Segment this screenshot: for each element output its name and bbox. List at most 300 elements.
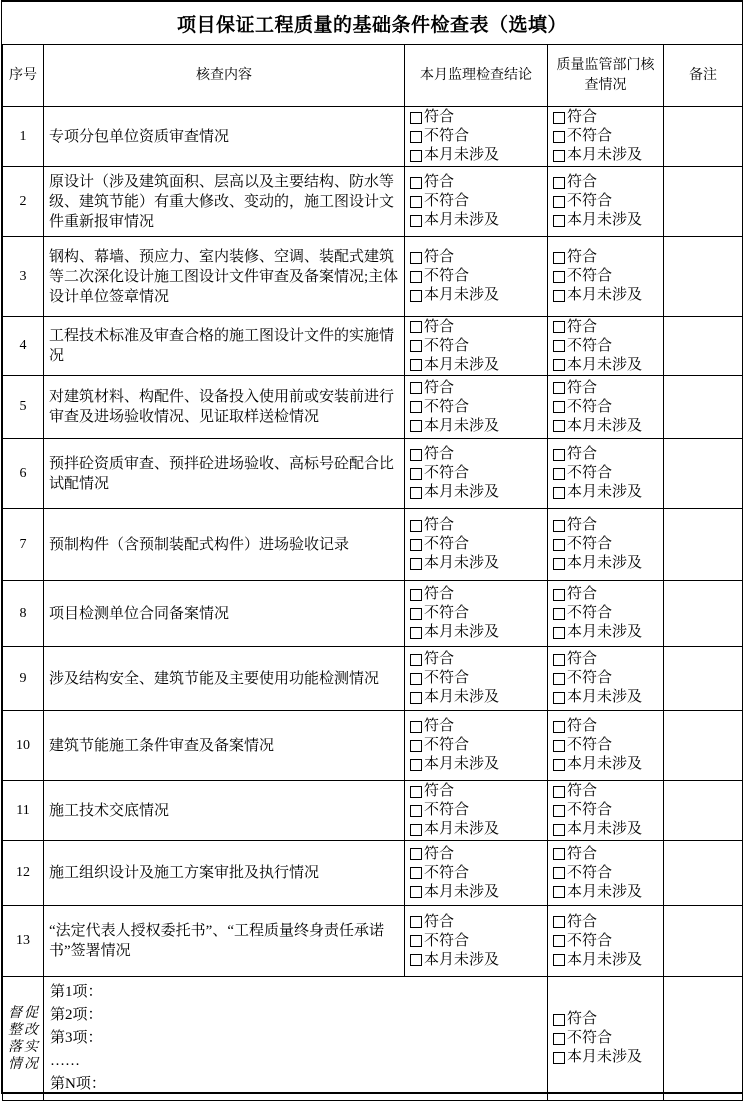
checkbox-group: [405, 173, 547, 230]
checkbox-icon[interactable]: [410, 867, 422, 879]
row-content-cell: [44, 509, 405, 581]
row-content-cell: [44, 317, 405, 376]
checkbox-option[interactable]: [410, 417, 547, 436]
supervision-result-cell: [405, 167, 548, 237]
remark-cell[interactable]: [664, 581, 743, 647]
checkbox-icon[interactable]: [410, 321, 422, 333]
row-number-cell: [3, 647, 44, 711]
checkbox-icon[interactable]: [553, 290, 565, 302]
checkbox-icon[interactable]: [410, 487, 422, 499]
supervision-result-cell: [405, 647, 548, 711]
checkbox-icon[interactable]: [553, 786, 565, 798]
footer-remark-cell[interactable]: [664, 977, 743, 1101]
checkbox-option[interactable]: [553, 379, 663, 398]
checkbox-icon[interactable]: [553, 916, 565, 928]
remark-cell[interactable]: [664, 647, 743, 711]
checkbox-option[interactable]: [553, 286, 663, 305]
checkbox-option[interactable]: [553, 883, 663, 902]
checkbox-option[interactable]: [553, 782, 663, 801]
footer-row: [3, 977, 743, 1101]
row-content: 建筑节能施工条件审查及备案情况: [49, 737, 275, 754]
checkbox-icon[interactable]: [410, 740, 422, 752]
checkbox-label: 本月未涉及: [424, 689, 500, 705]
table-row: [3, 581, 743, 647]
checkbox-icon[interactable]: [553, 487, 565, 499]
checkbox-icon[interactable]: [410, 721, 422, 733]
checkbox-option[interactable]: [553, 1029, 663, 1048]
footer-items-cell[interactable]: [44, 977, 548, 1101]
checkbox-option[interactable]: [553, 604, 663, 623]
page-title: 项目保证工程质量的基础条件检查表（选填）: [176, 14, 567, 36]
checkbox-label: 符合: [567, 174, 598, 190]
checkbox-group: [548, 782, 663, 839]
checkbox-label: 本月未涉及: [567, 484, 643, 500]
checkbox-option[interactable]: [410, 483, 547, 502]
checkbox-label: 不符合: [567, 670, 613, 686]
row-content: 原设计（涉及建筑面积、层高以及主要结构、防水等级、建筑节能）有重大修改、变动的，施工图设计文件重新报审情况: [49, 173, 395, 230]
checkbox-icon[interactable]: [410, 150, 422, 162]
checkbox-label: 本月未涉及: [424, 147, 500, 163]
checkbox-icon[interactable]: [553, 539, 565, 551]
checkbox-icon[interactable]: [410, 916, 422, 928]
checkbox-icon[interactable]: [553, 886, 565, 898]
checkbox-icon[interactable]: [553, 848, 565, 860]
checkbox-option[interactable]: [553, 688, 663, 707]
checkbox-label: 本月未涉及: [424, 212, 500, 228]
table-row: [3, 906, 743, 977]
checkbox-label: 符合: [424, 174, 455, 190]
checkbox-option[interactable]: [410, 864, 547, 883]
checkbox-label: 不符合: [424, 605, 470, 621]
checkbox-icon[interactable]: [553, 177, 565, 189]
checkbox-option[interactable]: [410, 604, 547, 623]
checkbox-icon[interactable]: [410, 520, 422, 532]
checkbox-icon[interactable]: [410, 824, 422, 836]
row-content-cell: [44, 376, 405, 439]
checkbox-option[interactable]: [553, 211, 663, 230]
row-number: 3: [19, 268, 27, 284]
checkbox-icon[interactable]: [553, 740, 565, 752]
checkbox-icon[interactable]: [410, 468, 422, 480]
checkbox-option[interactable]: [553, 845, 663, 864]
checkbox-label: 本月未涉及: [567, 883, 643, 900]
checkbox-icon[interactable]: [410, 954, 422, 966]
checkbox-option[interactable]: [410, 356, 547, 375]
checkbox-icon[interactable]: [553, 401, 565, 413]
regulator-result-cell: [548, 509, 664, 581]
checkbox-icon[interactable]: [553, 215, 565, 227]
row-number-cell: [3, 439, 44, 509]
remark-cell[interactable]: [664, 439, 743, 509]
table-row: [3, 781, 743, 841]
remark-cell[interactable]: [664, 509, 743, 581]
checkbox-label: 本月未涉及: [424, 356, 500, 373]
checkbox-icon[interactable]: [553, 692, 565, 704]
checkbox-option[interactable]: [553, 173, 663, 192]
row-content-cell: [44, 711, 405, 781]
checkbox-option[interactable]: [553, 650, 663, 669]
checkbox-icon[interactable]: [553, 627, 565, 639]
checkbox-icon[interactable]: [410, 340, 422, 352]
checkbox-option[interactable]: [410, 379, 547, 398]
checkbox-label: 本月未涉及: [567, 417, 643, 434]
checkbox-icon[interactable]: [410, 196, 422, 208]
checkbox-icon[interactable]: [553, 382, 565, 394]
row-number: 7: [19, 536, 27, 552]
checkbox-option[interactable]: [553, 192, 663, 211]
checklist-table: [2, 44, 743, 1101]
footer-item: ……: [50, 1053, 80, 1069]
checkbox-option[interactable]: [553, 318, 663, 337]
checkbox-icon[interactable]: [410, 654, 422, 666]
checkbox-icon[interactable]: [553, 654, 565, 666]
footer-label-cell: [3, 977, 44, 1101]
checkbox-group: [405, 379, 547, 436]
checkbox-icon[interactable]: [553, 131, 565, 143]
checkbox-option[interactable]: [410, 318, 547, 337]
checkbox-label: 本月未涉及: [567, 555, 643, 571]
checkbox-icon[interactable]: [553, 449, 565, 461]
checkbox-icon[interactable]: [410, 131, 422, 143]
checkbox-option[interactable]: [553, 127, 663, 146]
checkbox-label: 本月未涉及: [567, 624, 643, 640]
checkbox-icon[interactable]: [553, 520, 565, 532]
checkbox-option[interactable]: [553, 801, 663, 820]
checkbox-label: 符合: [424, 783, 455, 799]
checkbox-icon[interactable]: [553, 608, 565, 620]
checkbox-icon[interactable]: [410, 177, 422, 189]
checkbox-option[interactable]: [553, 516, 663, 535]
checkbox-icon[interactable]: [410, 935, 422, 947]
checkbox-icon[interactable]: [553, 1052, 565, 1064]
row-content-cell: [44, 841, 405, 906]
row-number: 8: [19, 605, 27, 621]
checkbox-label: 符合: [567, 783, 598, 799]
row-content: 钢构、幕墙、预应力、室内装修、空调、装配式建筑等二次深化设计施工图设计文件审查及备案情况;主体设计单位签章情况: [49, 248, 399, 305]
checkbox-icon[interactable]: [553, 721, 565, 733]
checkbox-option[interactable]: [410, 173, 547, 192]
remark-cell[interactable]: [664, 376, 743, 439]
checkbox-option[interactable]: [553, 669, 663, 688]
supervision-result-cell: [405, 711, 548, 781]
checkbox-option[interactable]: [553, 1010, 663, 1029]
footer-label-line: 情况: [8, 1056, 38, 1072]
checkbox-label: 本月未涉及: [424, 951, 500, 968]
remark-cell[interactable]: [664, 711, 743, 781]
checkbox-option[interactable]: [410, 585, 547, 604]
checkbox-label: 本月未涉及: [424, 555, 500, 571]
footer-label-line: 整改: [8, 1022, 38, 1038]
footer-label-line: 落实: [8, 1039, 38, 1055]
checkbox-icon[interactable]: [553, 759, 565, 771]
checkbox-icon[interactable]: [410, 558, 422, 570]
checkbox-label: 符合: [567, 109, 598, 125]
checkbox-option[interactable]: [553, 337, 663, 356]
checkbox-icon[interactable]: [410, 805, 422, 817]
checkbox-icon[interactable]: [553, 150, 565, 162]
checkbox-option[interactable]: [553, 398, 663, 417]
checkbox-option[interactable]: [410, 267, 547, 286]
checkbox-label: 本月未涉及: [567, 287, 643, 303]
checkbox-label: 符合: [567, 586, 598, 602]
row-content-cell: [44, 781, 405, 841]
checkbox-option[interactable]: [410, 211, 547, 230]
checkbox-group: [548, 445, 663, 502]
checkbox-option[interactable]: [410, 535, 547, 554]
checkbox-group: [548, 379, 663, 436]
checkbox-icon[interactable]: [553, 112, 565, 124]
row-number-cell: [3, 781, 44, 841]
row-number: 10: [16, 737, 30, 753]
checkbox-option[interactable]: [410, 337, 547, 356]
checkbox-option[interactable]: [553, 913, 663, 932]
checkbox-option[interactable]: [410, 146, 547, 165]
checkbox-group: [405, 445, 547, 502]
checkbox-icon[interactable]: [410, 271, 422, 283]
checkbox-group: [548, 650, 663, 707]
checkbox-label: 不符合: [567, 802, 613, 818]
checkbox-icon[interactable]: [410, 627, 422, 639]
supervision-result-cell: [405, 509, 548, 581]
checkbox-option[interactable]: [410, 108, 547, 127]
row-content-cell: [44, 647, 405, 711]
checkbox-option[interactable]: [553, 1048, 663, 1067]
checkbox-label: 符合: [424, 586, 455, 602]
row-content: 涉及结构安全、建筑节能及主要使用功能检测情况: [49, 670, 380, 687]
checkbox-option[interactable]: [553, 820, 663, 839]
checkbox-option[interactable]: [553, 554, 663, 573]
checkbox-icon[interactable]: [553, 359, 565, 371]
row-content-cell: [44, 906, 405, 977]
checkbox-option[interactable]: [410, 623, 547, 642]
checkbox-option[interactable]: [410, 801, 547, 820]
checkbox-option[interactable]: [553, 736, 663, 755]
checkbox-icon[interactable]: [410, 673, 422, 685]
table-row: [3, 647, 743, 711]
checkbox-icon[interactable]: [410, 848, 422, 860]
checkbox-option[interactable]: [410, 913, 547, 932]
table-row: [3, 439, 743, 509]
regulator-result-cell: [548, 711, 664, 781]
remark-cell[interactable]: [664, 841, 743, 906]
checkbox-option[interactable]: [410, 717, 547, 736]
checkbox-option[interactable]: [410, 286, 547, 305]
checkbox-option[interactable]: [410, 192, 547, 211]
checkbox-icon[interactable]: [553, 954, 565, 966]
checkbox-label: 本月未涉及: [424, 417, 500, 434]
regulator-result-cell: [548, 906, 664, 977]
checkbox-icon[interactable]: [553, 824, 565, 836]
checkbox-icon[interactable]: [410, 359, 422, 371]
checkbox-label: 本月未涉及: [424, 484, 500, 500]
checkbox-group: [405, 585, 547, 642]
checkbox-option[interactable]: [553, 146, 663, 165]
checkbox-icon[interactable]: [410, 608, 422, 620]
checkbox-icon[interactable]: [553, 1014, 565, 1026]
checkbox-icon[interactable]: [553, 468, 565, 480]
checkbox-icon[interactable]: [410, 759, 422, 771]
checkbox-label: 不符合: [424, 193, 470, 209]
checkbox-icon[interactable]: [410, 692, 422, 704]
checkbox-label: 符合: [424, 718, 455, 734]
row-number-cell: [3, 711, 44, 781]
checkbox-option[interactable]: [553, 864, 663, 883]
checkbox-label: 本月未涉及: [567, 356, 643, 373]
checkbox-icon[interactable]: [410, 401, 422, 413]
checkbox-label: 本月未涉及: [424, 883, 500, 900]
checkbox-option[interactable]: [410, 845, 547, 864]
row-content: 项目检测单位合同备案情况: [49, 605, 230, 622]
checkbox-icon[interactable]: [410, 215, 422, 227]
checkbox-icon[interactable]: [553, 420, 565, 432]
checkbox-icon[interactable]: [553, 196, 565, 208]
checkbox-option[interactable]: [553, 356, 663, 375]
checkbox-option[interactable]: [410, 398, 547, 417]
checkbox-option[interactable]: [410, 464, 547, 483]
checkbox-option[interactable]: [553, 755, 663, 774]
checkbox-icon[interactable]: [553, 805, 565, 817]
checkbox-icon[interactable]: [410, 449, 422, 461]
checkbox-label: 不符合: [424, 337, 470, 354]
checkbox-option[interactable]: [410, 445, 547, 464]
checkbox-group: [405, 108, 547, 165]
checkbox-option[interactable]: [410, 688, 547, 707]
checkbox-option[interactable]: [553, 445, 663, 464]
checkbox-label: 不符合: [567, 536, 613, 552]
remark-cell[interactable]: [664, 167, 743, 237]
checkbox-group: [548, 1010, 663, 1067]
checkbox-icon[interactable]: [410, 786, 422, 798]
checkbox-label: 符合: [567, 318, 598, 335]
checkbox-icon[interactable]: [553, 867, 565, 879]
checkbox-option[interactable]: [553, 951, 663, 970]
checkbox-icon[interactable]: [553, 1033, 565, 1045]
checkbox-option[interactable]: [553, 248, 663, 267]
checkbox-label: 不符合: [424, 128, 470, 144]
regulator-result-cell: [548, 439, 664, 509]
checkbox-option[interactable]: [553, 483, 663, 502]
row-number: 1: [19, 128, 27, 144]
checkbox-icon[interactable]: [553, 271, 565, 283]
checkbox-icon[interactable]: [553, 340, 565, 352]
checkbox-icon[interactable]: [553, 252, 565, 264]
row-content: 施工组织设计及施工方案审批及执行情况: [49, 865, 320, 881]
checkbox-option[interactable]: [410, 669, 547, 688]
checkbox-option[interactable]: [410, 932, 547, 951]
checkbox-label: 符合: [567, 1011, 598, 1027]
checkbox-icon[interactable]: [410, 420, 422, 432]
footer-item: 第3项：: [50, 1030, 103, 1046]
checkbox-icon[interactable]: [553, 935, 565, 947]
checkbox-icon[interactable]: [410, 290, 422, 302]
checkbox-option[interactable]: [553, 267, 663, 286]
checkbox-label: 不符合: [424, 465, 470, 481]
checkbox-option[interactable]: [410, 516, 547, 535]
remark-cell[interactable]: [664, 317, 743, 376]
checkbox-option[interactable]: [553, 932, 663, 951]
checkbox-label: 符合: [567, 913, 598, 930]
checkbox-icon[interactable]: [410, 252, 422, 264]
checkbox-label: 不符合: [424, 737, 470, 753]
checkbox-option[interactable]: [410, 650, 547, 669]
checkbox-option[interactable]: [410, 883, 547, 902]
checkbox-option[interactable]: [553, 623, 663, 642]
row-number-cell: [3, 107, 44, 167]
checkbox-option[interactable]: [410, 248, 547, 267]
table-row: [3, 317, 743, 376]
table-row: [3, 237, 743, 317]
checkbox-icon[interactable]: [410, 382, 422, 394]
supervision-result-cell: [405, 581, 548, 647]
supervision-result-cell: [405, 906, 548, 977]
regulator-result-cell: [548, 167, 664, 237]
row-number: 4: [19, 338, 27, 353]
col-header-no: 序号: [3, 45, 44, 107]
row-content: 对建筑材料、构配件、设备投入使用前或安装前进行审查及进场验收情况、见证取样送检情况: [49, 389, 395, 425]
table-row: [3, 376, 743, 439]
table-row: [3, 509, 743, 581]
checkbox-icon[interactable]: [553, 558, 565, 570]
checkbox-icon[interactable]: [553, 321, 565, 333]
checkbox-icon[interactable]: [410, 112, 422, 124]
checkbox-label: 不符合: [424, 268, 470, 284]
checkbox-option[interactable]: [410, 736, 547, 755]
checkbox-option[interactable]: [553, 108, 663, 127]
checkbox-icon[interactable]: [553, 589, 565, 601]
checkbox-option[interactable]: [553, 464, 663, 483]
row-number-cell: [3, 509, 44, 581]
checkbox-label: 不符合: [567, 268, 613, 284]
checkbox-icon[interactable]: [553, 673, 565, 685]
checkbox-icon[interactable]: [410, 886, 422, 898]
footer-item: 第1项：: [50, 984, 103, 1000]
checkbox-label: 不符合: [424, 398, 470, 415]
checkbox-label: 符合: [424, 446, 455, 462]
checkbox-label: 符合: [567, 651, 598, 667]
regulator-result-cell: [548, 647, 664, 711]
checkbox-icon[interactable]: [410, 589, 422, 601]
checkbox-option[interactable]: [553, 417, 663, 436]
title-band: [2, 2, 742, 44]
row-number-cell: [3, 841, 44, 906]
checkbox-label: 不符合: [567, 193, 613, 209]
checkbox-label: 本月未涉及: [567, 821, 643, 837]
remark-cell[interactable]: [664, 781, 743, 841]
checkbox-option[interactable]: [553, 585, 663, 604]
table-body: [3, 107, 743, 977]
checkbox-option[interactable]: [410, 782, 547, 801]
checkbox-option[interactable]: [410, 951, 547, 970]
checkbox-label: 符合: [567, 517, 598, 533]
checkbox-icon[interactable]: [410, 539, 422, 551]
checkbox-label: 不符合: [567, 932, 613, 949]
checkbox-option[interactable]: [553, 535, 663, 554]
checkbox-label: 符合: [424, 517, 455, 533]
checkbox-option[interactable]: [410, 820, 547, 839]
checkbox-option[interactable]: [410, 554, 547, 573]
checkbox-option[interactable]: [410, 127, 547, 146]
checkbox-label: 符合: [424, 913, 455, 930]
regulator-result-cell: [548, 107, 664, 167]
checkbox-option[interactable]: [410, 755, 547, 774]
remark-cell[interactable]: [664, 107, 743, 167]
row-content: 工程技术标准及审查合格的施工图设计文件的实施情况: [49, 328, 395, 364]
checkbox-label: 本月未涉及: [567, 147, 643, 163]
row-number: 2: [19, 193, 27, 209]
checkbox-option[interactable]: [553, 717, 663, 736]
remark-cell[interactable]: [664, 237, 743, 317]
remark-cell[interactable]: [664, 906, 743, 977]
